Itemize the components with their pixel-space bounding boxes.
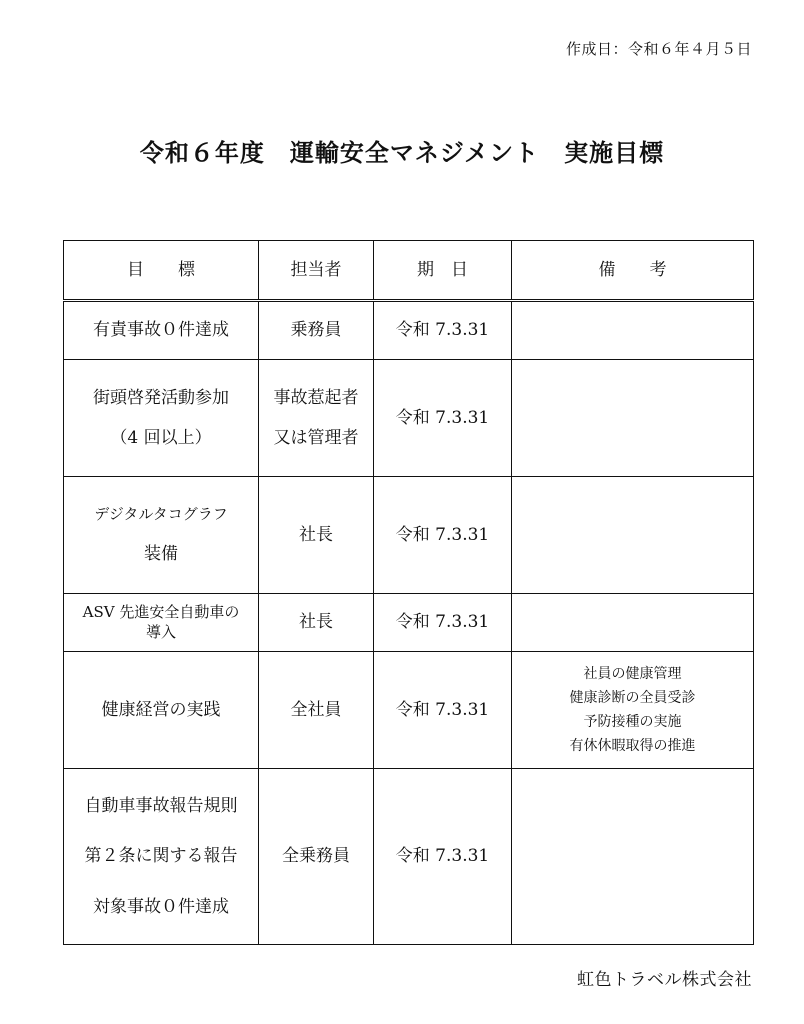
page-title: 令和６年度 運輸安全マネジメント 実施目標	[139, 139, 665, 167]
table-row	[64, 301, 754, 360]
period-cell: 令和 7.3.31	[374, 360, 512, 477]
owner-line: 全社員	[290, 699, 342, 720]
notes-cell	[512, 477, 754, 594]
goal-line: デジタルタコグラフ	[94, 505, 228, 524]
table-header-row	[64, 241, 754, 301]
owner-cell	[259, 652, 374, 769]
column-header-goal: 目 標	[64, 241, 259, 301]
owner-line: 社長	[299, 524, 333, 545]
goal-line: 対象事故０件達成	[93, 896, 229, 917]
owner-cell	[259, 477, 374, 594]
owner-line: 乗務員	[290, 320, 342, 341]
owner-line: 事故惹起者	[273, 387, 359, 408]
column-header-period: 期 日	[374, 241, 512, 301]
period-cell: 令和 7.3.31	[374, 652, 512, 769]
period-cell: 令和 7.3.31	[374, 301, 512, 360]
goal-cell	[64, 594, 259, 652]
owner-line: 全乗務員	[282, 846, 350, 867]
owner-cell	[259, 301, 374, 360]
note-line: 予防接種の実施	[583, 714, 682, 730]
company-name: 虹色トラベル株式会社	[577, 970, 752, 990]
goal-line: 装備	[144, 543, 178, 564]
period-cell: 令和 7.3.31	[374, 594, 512, 652]
goal-cell	[64, 769, 259, 945]
goals-table	[63, 240, 754, 945]
owner-line: 社長	[299, 612, 333, 633]
table-row	[64, 477, 754, 594]
column-header-owner: 担当者	[259, 241, 374, 301]
goal-line: （4 回以上）	[110, 428, 212, 448]
table-row	[64, 769, 754, 945]
note-line: 社員の健康管理	[583, 665, 682, 682]
notes-cell	[512, 769, 754, 945]
period-cell: 令和 7.3.31	[374, 477, 512, 594]
owner-cell	[259, 594, 374, 652]
goal-cell	[64, 477, 259, 594]
goal-line: 有責事故０件達成	[93, 320, 229, 341]
note-line: 健康診断の全員受診	[569, 689, 696, 706]
notes-cell	[512, 594, 754, 652]
owner-cell	[259, 360, 374, 477]
period-cell: 令和 7.3.31	[374, 769, 512, 945]
notes-cell	[512, 360, 754, 477]
column-header-notes: 備 考	[512, 241, 754, 301]
goal-line: 導入	[145, 622, 176, 641]
owner-cell	[259, 769, 374, 945]
goal-cell	[64, 301, 259, 360]
notes-cell	[512, 301, 754, 360]
owner-line: 又は管理者	[273, 428, 359, 448]
goal-line: ASV 先進安全自動車の	[82, 603, 240, 621]
goal-line: 自動車事故報告規則	[84, 796, 238, 817]
goal-line: 第２条に関する報告	[84, 846, 238, 867]
goal-line: 街頭啓発活動参加	[93, 387, 229, 408]
notes-cell	[512, 652, 754, 769]
table-row	[64, 594, 754, 652]
note-line: 有休休暇取得の推進	[569, 738, 696, 755]
creation-date: 作成日：令和６年４月５日	[565, 40, 752, 58]
goal-line: 健康経営の実践	[101, 699, 221, 720]
table-row	[64, 360, 754, 477]
table-row	[64, 652, 754, 769]
goal-cell	[64, 360, 259, 477]
goal-cell	[64, 652, 259, 769]
